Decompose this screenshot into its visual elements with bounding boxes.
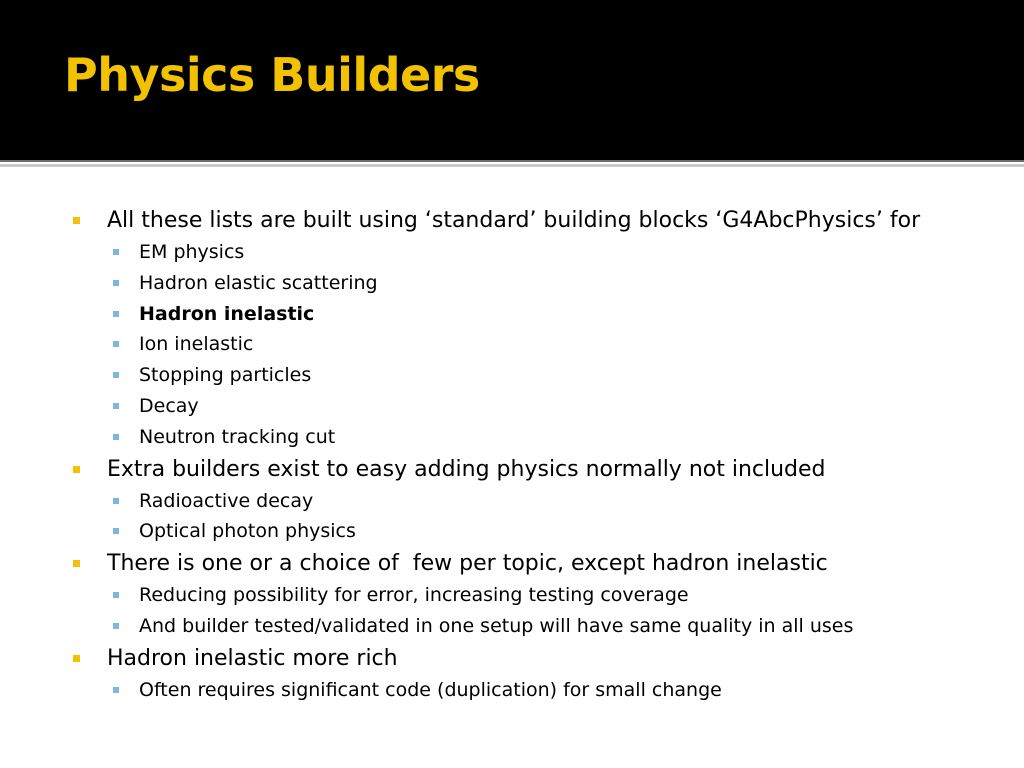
sub-bullet-text: Decay (139, 394, 199, 417)
title-bar (0, 0, 1024, 160)
sub-bullet-list (107, 675, 1002, 706)
bullet-list (72, 204, 1002, 706)
sub-bullet-text: Often requires significant code (duplication) for small change (139, 678, 722, 701)
square-bullet-icon (113, 341, 119, 347)
sub-bullet-text: Ion inelastic (139, 333, 254, 356)
sub-bullet-list (107, 580, 1002, 642)
bullet-text: Extra builders exist to easy adding physics normally not included (107, 456, 826, 482)
square-bullet-icon (73, 655, 80, 662)
sub-bullet-item (107, 360, 1002, 391)
square-bullet-icon (113, 403, 119, 409)
sub-bullet-item (107, 268, 1002, 299)
sub-bullet-list (107, 486, 1002, 548)
square-bullet-icon (73, 466, 80, 473)
square-bullet-icon (73, 217, 80, 224)
bullet-text: All these lists are built using ‘standard’ building blocks ‘G4AbcPhysics’ for (107, 208, 921, 233)
sub-bullet-item (107, 611, 1002, 642)
bullet-text: There is one or a choice of few per topic, except hadron inelastic (107, 551, 828, 577)
sub-bullet-text-bold: Hadron inelastic (139, 302, 315, 325)
sub-bullet-item (107, 391, 1002, 422)
sub-bullet-item (107, 422, 1002, 453)
sub-bullet-text: And builder tested/validated in one setup will have same quality in all uses (139, 614, 854, 637)
sub-bullet-text: Reducing possibility for error, increasing testing coverage (139, 584, 689, 607)
sub-bullet-item (107, 486, 1002, 517)
sub-bullet-item (107, 580, 1002, 611)
square-bullet-icon (73, 560, 80, 567)
bullet-text: Hadron inelastic more rich (107, 645, 398, 671)
slide-title: Physics Builders (64, 48, 480, 102)
bullet-item (72, 204, 1002, 453)
bullet-item (72, 453, 1002, 548)
sub-bullet-text: Optical photon physics (139, 520, 356, 543)
sub-bullet-text: Stopping particles (139, 364, 312, 387)
sub-bullet-item (107, 329, 1002, 360)
square-bullet-icon (113, 687, 119, 693)
sub-bullet-item (107, 675, 1002, 706)
title-divider-dark (0, 160, 1024, 162)
square-bullet-icon (113, 592, 119, 598)
square-bullet-icon (113, 280, 119, 286)
sub-bullet-list (107, 237, 1002, 453)
title-divider-light (0, 164, 1024, 167)
sub-bullet-item (107, 299, 1002, 330)
bullet-item (72, 547, 1002, 642)
square-bullet-icon (113, 372, 119, 378)
square-bullet-icon (113, 311, 119, 317)
square-bullet-icon (113, 528, 119, 534)
sub-bullet-text: Hadron elastic scattering (139, 271, 378, 294)
square-bullet-icon (113, 498, 119, 504)
square-bullet-icon (113, 249, 119, 255)
bullet-item (72, 642, 1002, 706)
sub-bullet-item (107, 237, 1002, 268)
square-bullet-icon (113, 434, 119, 440)
sub-bullet-item (107, 516, 1002, 547)
sub-bullet-text: EM physics (139, 241, 245, 263)
slide-content (72, 204, 1002, 706)
square-bullet-icon (113, 623, 119, 629)
sub-bullet-text: Neutron tracking cut (139, 425, 336, 448)
sub-bullet-text: Radioactive decay (139, 489, 314, 512)
